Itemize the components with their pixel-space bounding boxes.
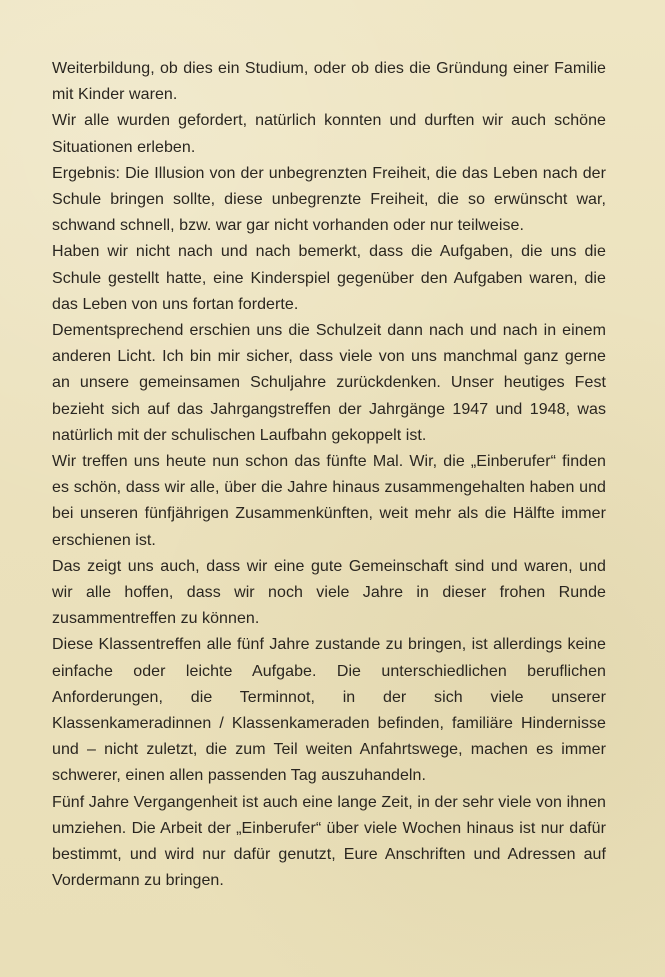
paragraph-6: Wir treffen uns heute nun schon das fünfte Mal. Wir, die „Einberufer“ finden es schön, dass wir alle, über die Jahre hinaus zusammengehalten haben und bei unseren fünfjährigen Zusammenkünften, weit mehr als die Hälfte immer erschienen ist. — [52, 453, 606, 549]
paragraph-9: Fünf Jahre Vergangenheit ist auch eine lange Zeit, in der sehr viele von ihnen umziehen. Die Arbeit der „Einberufer“ über viele Wochen hinaus ist nur dafür bestimmt, und wird nur dafür genutzt, Eure Anschriften und Adressen auf Vordermann zu bringen. — [52, 793, 606, 890]
paragraph-7: Das zeigt uns auch, dass wir eine gute Gemeinschaft sind und waren, und wir alle hoffen, dass wir noch viele Jahre in dieser frohen Runde zusammentreffen zu können. — [52, 557, 606, 628]
paragraph-8: Diese Klassentreffen alle fünf Jahre zustande zu bringen, ist allerdings keine einfache oder leichte Aufgabe. Die unterschiedlichen beruflichen Anforderungen, die Terminnot, in der sich viele unserer Klassenkameradinnen / Klassenkameraden befinden, familiäre Hindernisse und – nicht zuletzt, die zum Teil weiten Anfahrtswege, machen es immer schwerer, einen allen passenden Tag auszuhandeln. — [52, 636, 606, 785]
paragraph-5: Dementsprechend erschien uns die Schulzeit dann nach und nach in einem anderen Licht. Ich bin mir sicher, dass viele von uns manchmal ganz gerne an unsere gemeinsamen Schuljahre zurückdenken. Unser heutiges Fest bezieht sich auf das Jahrgangstreffen der Jahrgänge 1947 und 1948, was natürlich mit der schulischen Laufbahn gekoppelt ist. — [52, 322, 606, 444]
document-body — [52, 56, 606, 895]
paragraph-3: Ergebnis: Die Illusion von der unbegrenzten Freiheit, die das Leben nach der Schule bringen sollte, diese unbegrenzte Freiheit, die so erwünscht war, schwand schnell, bzw. war gar nicht vorhanden oder nur teilweise. — [52, 164, 606, 235]
paragraph-4: Haben wir nicht nach und nach bemerkt, dass die Aufgaben, die uns die Schule gestellt hatte, eine Kinderspiel gegenüber den Aufgaben waren, die das Leben von uns fortan forderte. — [52, 243, 606, 313]
paragraph-1: Weiterbildung, ob dies ein Studium, oder ob dies die Gründung einer Familie mit Kinder waren. — [52, 60, 606, 104]
paragraph-2: Wir alle wurden gefordert, natürlich konnten und durften wir auch schöne Situationen erleben. — [52, 112, 606, 156]
